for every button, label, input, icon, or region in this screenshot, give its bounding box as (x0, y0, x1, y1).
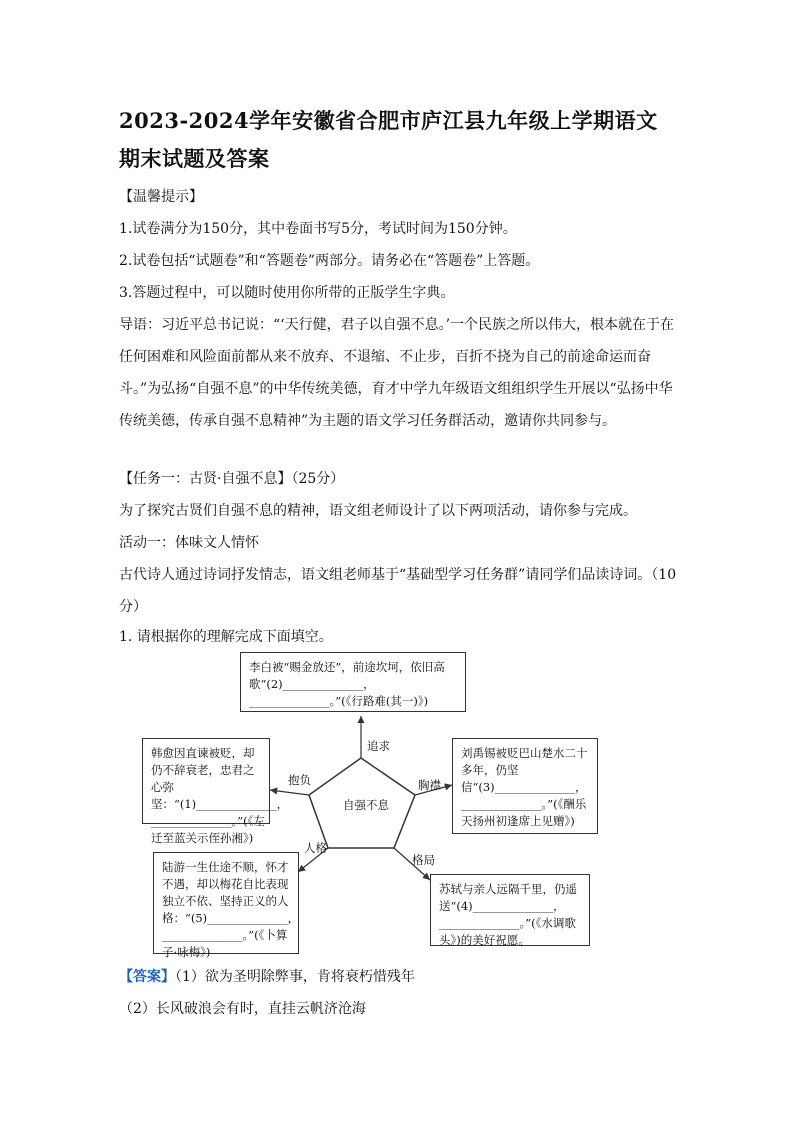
tips-header: 【温馨提示】 (119, 189, 203, 205)
box-li-bai: 李白被“赐金放还”，前途坎坷，依旧高歌“(2)______________，______________。”(《行路难(其一)》) (240, 652, 466, 712)
page-title: 2023-2024学年安徽省合肥市庐江县九年级上学期语文期末试题及答案 (119, 108, 658, 171)
tip-3: 3.答题过程中，可以随时使用你所带的正版学生字典。 (119, 285, 455, 301)
box-liu-yuxi: 刘禹锡被贬巴山楚水二十多年，仍坚信“(3)______________，______________。”(《酬乐天扬州初逢席上见赠》) (452, 738, 598, 834)
box-lu-you: 陆游一生仕途不顺，怀才不遇，却以梅花自比表现独立不依、坚持正义的人格：“(5)______________，______________。”(《卜算子·咏梅》) (153, 852, 299, 954)
label-bottom-right: 格局 (412, 853, 435, 867)
activity1-heading: 活动一：体味文人情怀 (119, 535, 259, 551)
label-left: 抱负 (288, 773, 311, 787)
answer-tag: 【答案】 (119, 969, 175, 985)
arrow-left (270, 790, 309, 795)
answer-1: （1）欲为圣明除弊事，肯将衰朽惜残年 (175, 969, 415, 985)
activity1-description: 古代诗人通过诗词抒发情志，语文组老师基于“基础型学习任务群”请同学们品读诗词。（10分） (119, 567, 677, 615)
label-bottom-left: 人格 (304, 841, 327, 855)
intro-paragraph: 导语：习近平总书记说：“‘天行健，君子以自强不息。’一个民族之所以伟大，根本就在于在任何困难和风险面前都从来不放弃、不退缩、不止步，百折不挠为自己的前途命运而奋斗。”为弘扬“自强不息”的中华传统美德，育才中学九年级语文组组织学生开展以“弘扬中华传统美德，传承自强不息精神”为主题的语文学习任务群活动，邀请你共同参与。 (119, 317, 675, 429)
center-label: 自强不息 (343, 798, 389, 812)
label-top: 追求 (367, 739, 390, 753)
box-han-yu: 韩愈因直谏被贬，却仍不辞衰老，忠君之心弥坚：“(1)______________，______________。”(《左迁至蓝关示侄孙湘》) (142, 738, 270, 824)
tip-2: 2.试卷包括“试题卷”和“答题卷”两部分。请务必在“答题卷”上答题。 (119, 253, 540, 269)
question-1: 1. 请根据你的理解完成下面填空。 (119, 629, 333, 645)
task1-description: 为了探究古贤们自强不息的精神，语文组老师设计了以下两项活动，请你参与完成。 (119, 503, 637, 519)
tip-1: 1.试卷满分为150分，其中卷面书写5分，考试时间为150分钟。 (119, 221, 517, 237)
answer-line-1 (119, 961, 679, 993)
answer-2: （2）长风破浪会有时，直挂云帆济沧海 (119, 1001, 366, 1017)
task1-heading: 【任务一：古贤·自强不息】（25分） (119, 471, 345, 487)
label-right: 胸襟 (418, 778, 441, 792)
box-su-shi: 苏轼与亲人远隔千里，仍遥送“(4)______________，______________。”(《水调歌头》)的美好祝愿。 (430, 874, 590, 946)
